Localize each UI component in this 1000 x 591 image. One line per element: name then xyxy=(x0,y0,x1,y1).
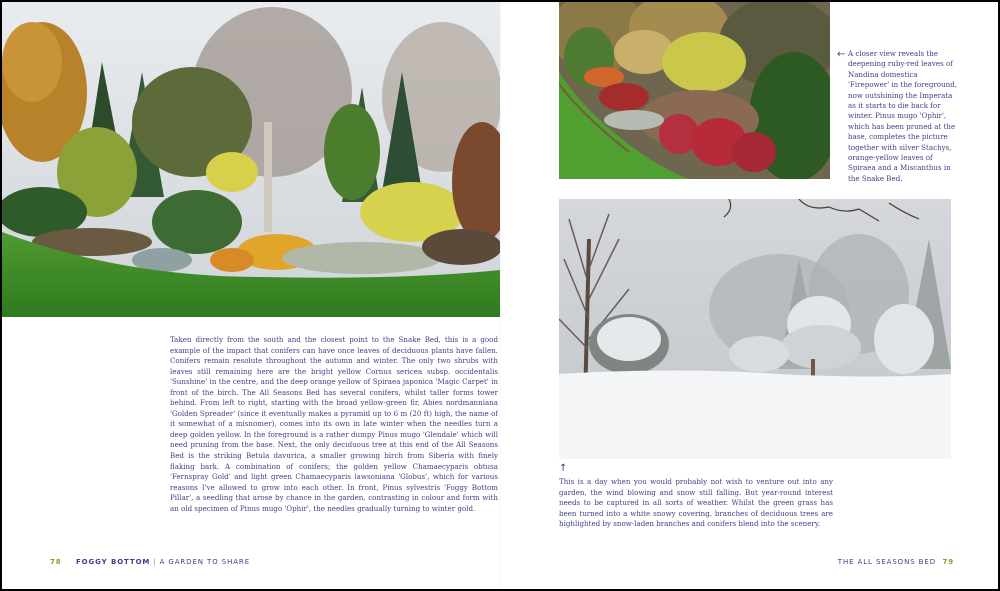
book-title: FOGGY BOTTOM xyxy=(76,558,151,566)
running-footer-right: THE ALL SEASONS BED xyxy=(837,558,936,566)
page-number-right: 79 xyxy=(942,558,954,566)
closeup-caption: A closer view reveals the deepening ruby-red leaves of Nandina domestica 'Firepower' in the foreground, now outshining the Imperata as it starts to die back for winter. Pinus mugo 'Ophir', which has been pruned at the base, completes the picture together with silver Stachys, orange-yellow leaves of Spiraea and a Miscanthus in the Snake Bed. xyxy=(848,49,957,183)
snow-caption: This is a day when you would probably not wish to venture out into any garden, the wind blowing and snow still falling. But year-round interest needs to be captured in all sorts of weather. Whilst the green grass has been turned into a white snowy covering, branches of deciduous trees are highlighted by snow-laden branches and conifers blend into the scenery. xyxy=(559,477,833,529)
footer-separator: | xyxy=(153,558,157,566)
arrow-left-icon: ← xyxy=(837,49,846,60)
arrow-up-icon: ↑ xyxy=(559,463,568,474)
page-gutter xyxy=(500,2,501,589)
garden-photo-snow xyxy=(559,199,951,459)
garden-photo-autumn xyxy=(2,2,500,317)
book-spread xyxy=(2,2,998,589)
page-number-left: 78 xyxy=(50,558,62,566)
garden-photo-closeup xyxy=(559,2,830,179)
running-footer-left xyxy=(76,558,250,566)
main-body-text: Taken directly from the south and the closest point to the Snake Bed, this is a good example of the impact that conifers can have once leaves of deciduous plants have fallen. Conifers remain resolute throughout the autumn and winter. The only two shrubs with leaves still remaining here are the bright yellow Cornus sericea subsp. occidentalis 'Sunshine' in the centre, and the deep orange yellow of Spiraea japonica 'Magic Carpet' in front of the birch. The All Seasons Bed has several conifers, whilst taller forms tower behind. From left to right, starting with the broad yellow-green fir, Abies nordmanniana 'Golden Spreader' (since it eventually makes a pyramid up to 6 m (20 ft) high, the name of it somewhat of a misnomer), comes into its own in late winter when the needles turn a deep golden yellow. In the foreground is a rather dumpy Pinus mugo 'Glendale' which will need pruning from the base. Next, the only deciduous tree at this end of the All Seasons Bed is the striking Betula davurica, a smaller growing birch from Siberia with finely flaking bark. A combination of conifers; the golden yellow Chamaecyparis obtusa 'Fernspray Gold' and light green Chamaecyparis lawsoniana 'Globus', which for various reasons I've allowed to grow into each other. In front, Pinus sylvestris 'Foggy Bottom Pillar', a seedling that arose by chance in the garden, contrasting in colour and form with an old specimen of Pinus mugo 'Ophir', the needles gradually turning to winter gold. xyxy=(170,335,498,513)
book-subtitle: A GARDEN TO SHARE xyxy=(159,558,251,566)
